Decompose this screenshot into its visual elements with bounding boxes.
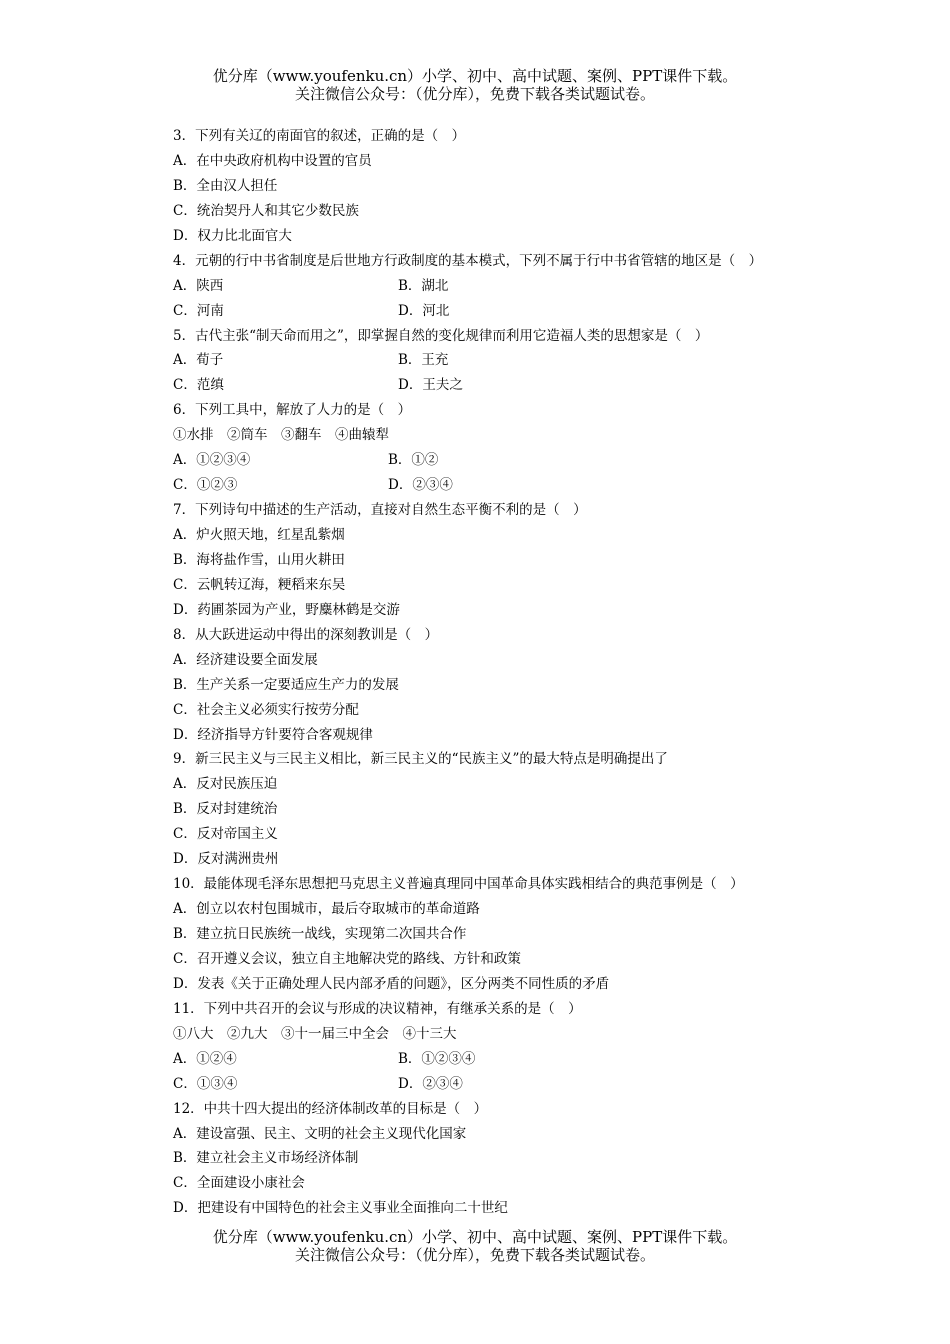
option-row <box>173 473 813 498</box>
question-stem: 5．古代主张“制天命而用之”，即掌握自然的变化规律而利用它造福人类的思想家是（ ） <box>173 327 709 344</box>
answer-option: A．荀子 <box>173 352 224 369</box>
question-stem: 6．下列工具中，解放了人力的是（ ） <box>173 402 412 419</box>
question-list <box>173 124 813 1221</box>
answer-option: B．建立社会主义市场经济体制 <box>173 1150 359 1167</box>
answer-option: B．建立抗日民族统一战线，实现第二次国共合作 <box>173 926 467 942</box>
answer-option: B．湖北 <box>398 277 449 294</box>
answer-option: D．反对满洲贵州 <box>173 851 279 868</box>
option-row <box>173 373 813 398</box>
answer-option: B．①②③④ <box>398 1050 476 1067</box>
answer-option: A．建设富强、民主、文明的社会主义现代化国家 <box>173 1125 467 1142</box>
option-row <box>173 448 813 473</box>
answer-option: A．创立以农村包围城市，最后夺取城市的革命道路 <box>173 901 480 918</box>
answer-option: C．云帆转辽海，粳稻来东吴 <box>173 576 346 593</box>
question-stem: 9．新三民主义与三民主义相比，新三民主义的“民族主义”的最大特点是明确提出了 <box>173 751 668 768</box>
question-stem: 11．下列中共召开的会议与形成的决议精神，有继承关系的是（ ） <box>173 1000 582 1017</box>
page-footer <box>0 1228 950 1264</box>
answer-option: A．①②③④ <box>173 452 251 469</box>
answer-option: A．陕西 <box>173 277 224 294</box>
answer-option: D．把建设有中国特色的社会主义事业全面推向二十世纪 <box>173 1200 508 1217</box>
answer-option: A．经济建设要全面发展 <box>173 651 318 668</box>
answer-option: D．权力比北面官大 <box>173 227 292 244</box>
answer-option: D．王夫之 <box>398 377 463 394</box>
answer-option: C．全面建设小康社会 <box>173 1175 305 1192</box>
header-line-2: 关注微信公众号：（优分库），免费下载各类试题试卷。 <box>294 85 655 103</box>
question-stem: 10．最能体现毛泽东思想把马克思主义普遍真理同中国革命具体实践相结合的典范事例是（ ） <box>173 876 744 893</box>
answer-option: C．河南 <box>173 302 224 319</box>
option-row <box>173 1047 813 1072</box>
answer-option: D．发表《关于正确处理人民内部矛盾的问题》，区分两类不同性质的矛盾 <box>173 975 610 992</box>
option-row <box>173 1072 813 1097</box>
answer-option: D．经济指导方针要符合客观规律 <box>173 726 373 743</box>
header-line-1: 优分库（www.youfenku.cn）小学、初中、高中试题、案例、PPT课件下载。 <box>212 67 738 85</box>
answer-option: B．王充 <box>398 352 449 369</box>
item-list: ①八大 ②九大 ③十一届三中全会 ④十三大 <box>173 1025 457 1042</box>
question-stem: 4．元朝的行中书省制度是后世地方行政制度的基本模式，下列不属于行中书省管辖的地区是（ ） <box>173 252 763 269</box>
option-row <box>173 348 813 373</box>
answer-option: B．①② <box>388 452 439 469</box>
answer-option: A．①②④ <box>173 1050 237 1067</box>
answer-option: B．反对封建统治 <box>173 801 278 818</box>
answer-option: D．②③④ <box>388 477 453 494</box>
answer-option: D．②③④ <box>398 1075 463 1092</box>
answer-option: C．①②③ <box>173 477 238 494</box>
answer-option: B．海将盐作雪，山用火耕田 <box>173 551 345 568</box>
question-stem: 8．从大跃进运动中得出的深刻教训是（ ） <box>173 626 439 643</box>
answer-option: A．反对民族压迫 <box>173 776 278 793</box>
item-list: ①水排 ②筒车 ③翻车 ④曲辕犁 <box>173 427 389 444</box>
answer-option: C．统治契丹人和其它少数民族 <box>173 202 359 219</box>
answer-option: C．召开遵义会议，独立自主地解决党的路线、方针和政策 <box>173 950 521 967</box>
footer-line-2: 关注微信公众号：（优分库），免费下载各类试题试卷。 <box>294 1246 655 1264</box>
answer-option: C．反对帝国主义 <box>173 826 278 843</box>
answer-option: A．炉火照天地，红星乱紫烟 <box>173 527 345 543</box>
answer-option: C．社会主义必须实行按劳分配 <box>173 701 359 718</box>
question-stem: 7．下列诗句中描述的生产活动，直接对自然生态平衡不利的是（ ） <box>173 502 587 519</box>
answer-option: D．药圃茶园为产业，野麋林鹤是交游 <box>173 601 400 618</box>
answer-option: C．范缜 <box>173 377 224 394</box>
page-header <box>0 67 950 103</box>
option-row <box>173 274 813 299</box>
answer-option: C．①③④ <box>173 1075 238 1092</box>
answer-option: B．全由汉人担任 <box>173 177 278 194</box>
answer-option: D．河北 <box>398 302 450 319</box>
question-stem: 12．中共十四大提出的经济体制改革的目标是（ ） <box>173 1100 488 1117</box>
question-stem: 3．下列有关辽的南面官的叙述，正确的是（ ） <box>173 128 466 144</box>
option-row <box>173 299 813 324</box>
footer-line-1: 优分库（www.youfenku.cn）小学、初中、高中试题、案例、PPT课件下载。 <box>212 1228 738 1246</box>
answer-option: B．生产关系一定要适应生产力的发展 <box>173 676 399 693</box>
answer-option: A．在中央政府机构中设置的官员 <box>173 152 372 169</box>
